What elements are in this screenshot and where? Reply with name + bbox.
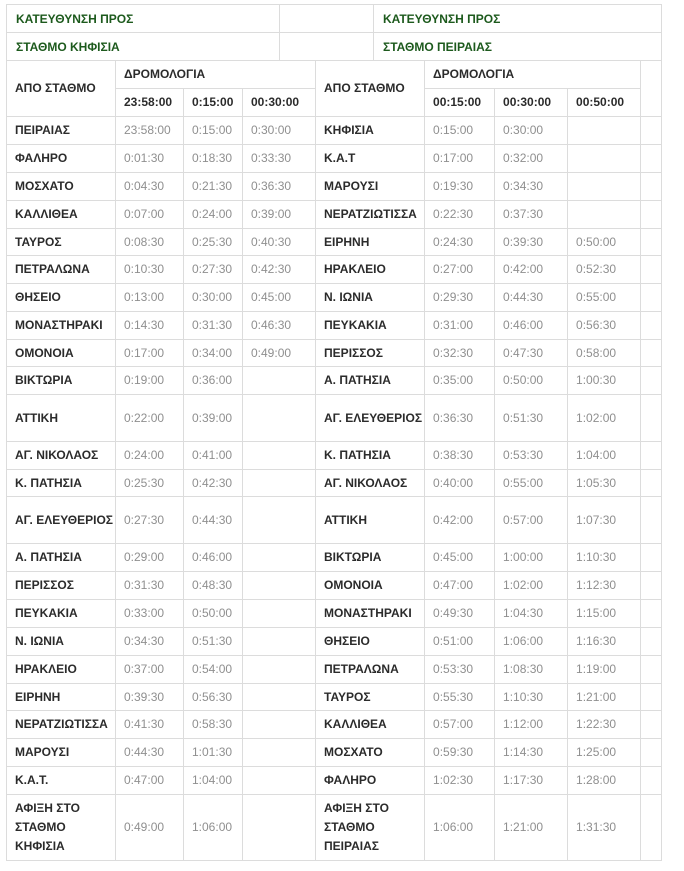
right-departure-time: 0:34:30 [495, 173, 568, 201]
right-station-name: ΑΦΙΞΗ ΣΤΟ ΣΤΑΘΜΟ ΠΕΙΡΑΙΑΣ [316, 795, 425, 861]
left-departure-time: 0:37:00 [116, 656, 184, 684]
left-station-name: ΘΗΣΕΙΟ [7, 284, 116, 312]
left-station-name: ΟΜΟΝΟΙΑ [7, 340, 116, 367]
right-departure-time: 1:00:00 [495, 544, 568, 572]
right-departure-time: 0:44:30 [495, 284, 568, 312]
right-departure-time: 0:53:30 [425, 656, 495, 684]
empty-cell [641, 61, 662, 117]
left-station-name: ΑΓ. ΝΙΚΟΛΑΟΣ [7, 442, 116, 470]
table-row [7, 284, 662, 312]
right-routes-header: ΔΡΟΜΟΛΟΓΙΑ [425, 61, 641, 89]
left-departure-time [243, 442, 316, 470]
left-departure-time: 0:31:30 [184, 312, 243, 340]
left-departure-time: 0:54:00 [184, 656, 243, 684]
right-departure-time: 0:50:00 [568, 229, 641, 256]
right-departure-time: 1:19:00 [568, 656, 641, 684]
right-station-name: Α. ΠΑΤΗΣΙΑ [316, 367, 425, 395]
right-departure-time: 1:10:30 [495, 684, 568, 711]
table-row [7, 795, 662, 861]
table-row [7, 367, 662, 395]
left-departure-time: 0:41:00 [184, 442, 243, 470]
right-departure-time [568, 117, 641, 145]
left-station-name: ΑΦΙΞΗ ΣΤΟ ΣΤΑΘΜΟ ΚΗΦΙΣΙΑ [7, 795, 116, 861]
empty-cell [641, 739, 662, 767]
left-departure-time: 0:56:30 [184, 684, 243, 711]
empty-cell [641, 600, 662, 628]
left-departure-time: 0:24:00 [116, 442, 184, 470]
left-departure-time: 0:39:00 [184, 395, 243, 442]
right-direction-label: ΚΑΤΕΥΘΥΝΣΗ ΠΡΟΣ [374, 5, 662, 33]
right-departure-time: 0:55:00 [495, 470, 568, 497]
left-departure-time: 0:41:30 [116, 711, 184, 739]
left-departure-time: 0:10:30 [116, 256, 184, 284]
table-row [7, 470, 662, 497]
right-departure-time: 1:08:30 [495, 656, 568, 684]
table-row [7, 711, 662, 739]
right-departure-time [568, 201, 641, 229]
header-spacer [280, 5, 374, 33]
right-station-name: ΠΕΤΡΑΛΩΝΑ [316, 656, 425, 684]
left-departure-time: 0:34:00 [184, 340, 243, 367]
left-station-name: ΠΕΡΙΣΣΟΣ [7, 572, 116, 600]
left-departure-time [243, 470, 316, 497]
table-row [7, 312, 662, 340]
left-station-name: Α. ΠΑΤΗΣΙΑ [7, 544, 116, 572]
left-departure-time: 0:31:30 [116, 572, 184, 600]
left-departure-time: 0:58:30 [184, 711, 243, 739]
left-departure-time [243, 497, 316, 544]
left-departure-time: 0:33:30 [243, 145, 316, 173]
left-station-name: ΜΟΣΧΑΤΟ [7, 173, 116, 201]
empty-cell [641, 684, 662, 711]
left-departure-time: 0:48:30 [184, 572, 243, 600]
right-departure-time: 0:47:00 [425, 572, 495, 600]
empty-cell [641, 117, 662, 145]
right-departure-time [568, 173, 641, 201]
left-departure-time: 0:01:30 [116, 145, 184, 173]
right-departure-time: 1:07:30 [568, 497, 641, 544]
left-departure-time: 0:34:30 [116, 628, 184, 656]
left-departure-time: 0:50:00 [184, 600, 243, 628]
right-departure-time: 0:27:00 [425, 256, 495, 284]
left-departure-time: 0:04:30 [116, 173, 184, 201]
right-station-name: ΑΓ. ΕΛΕΥΘΕΡΙΟΣ [316, 395, 425, 442]
table-row [7, 684, 662, 711]
right-departure-time: 0:49:30 [425, 600, 495, 628]
table-row [7, 544, 662, 572]
right-station-name: ΜΟΣΧΑΤΟ [316, 739, 425, 767]
left-departure-time: 1:04:00 [184, 767, 243, 795]
right-departure-time [568, 145, 641, 173]
left-departure-time [243, 767, 316, 795]
left-departure-time: 0:29:00 [116, 544, 184, 572]
left-departure-time: 0:51:30 [184, 628, 243, 656]
right-departure-time: 0:53:30 [495, 442, 568, 470]
table-row [7, 145, 662, 173]
empty-cell [641, 656, 662, 684]
left-departure-time: 0:21:30 [184, 173, 243, 201]
left-departure-time [243, 656, 316, 684]
right-departure-time: 0:42:00 [425, 497, 495, 544]
table-row [7, 767, 662, 795]
right-departure-time: 0:32:00 [495, 145, 568, 173]
left-station-name: ΠΕΥΚΑΚΙΑ [7, 600, 116, 628]
left-departure-time: 0:30:00 [243, 117, 316, 145]
left-station-name: Κ.Α.Τ. [7, 767, 116, 795]
left-departure-time: 0:46:30 [243, 312, 316, 340]
left-departure-time [243, 395, 316, 442]
right-departure-time: 1:14:30 [495, 739, 568, 767]
left-station-name: ΗΡΑΚΛΕΙΟ [7, 656, 116, 684]
empty-cell [641, 312, 662, 340]
left-departure-time: 0:42:30 [184, 470, 243, 497]
left-routes-header: ΔΡΟΜΟΛΟΓΙΑ [116, 61, 316, 89]
right-run-header: 00:30:00 [495, 89, 568, 117]
left-departure-time: 0:44:30 [116, 739, 184, 767]
table-row [7, 442, 662, 470]
right-departure-time: 0:15:00 [425, 117, 495, 145]
table-row [7, 117, 662, 145]
right-station-name: ΘΗΣΕΙΟ [316, 628, 425, 656]
left-departure-time: 0:08:30 [116, 229, 184, 256]
left-station-name: ΤΑΥΡΟΣ [7, 229, 116, 256]
left-station-name: ΠΕΙΡΑΙΑΣ [7, 117, 116, 145]
right-departure-time: 0:58:00 [568, 340, 641, 367]
left-departure-time [243, 600, 316, 628]
right-departure-time: 0:59:30 [425, 739, 495, 767]
right-departure-time: 1:00:30 [568, 367, 641, 395]
left-departure-time [243, 544, 316, 572]
left-station-name: ΠΕΤΡΑΛΩΝΑ [7, 256, 116, 284]
right-departure-time: 0:37:30 [495, 201, 568, 229]
empty-cell [641, 229, 662, 256]
left-station-name: ΑΓ. ΕΛΕΥΘΕΡΙΟΣ [7, 497, 116, 544]
table-row [7, 628, 662, 656]
left-departure-time: 0:44:30 [184, 497, 243, 544]
right-run-header: 00:15:00 [425, 89, 495, 117]
right-departure-time: 1:02:00 [568, 395, 641, 442]
right-departure-time: 0:32:30 [425, 340, 495, 367]
right-departure-time: 0:40:00 [425, 470, 495, 497]
right-station-name: ΒΙΚΤΩΡΙΑ [316, 544, 425, 572]
left-departure-time: 0:24:00 [184, 201, 243, 229]
empty-cell [641, 201, 662, 229]
empty-cell [641, 284, 662, 312]
table-row [7, 201, 662, 229]
left-run-header: 00:30:00 [243, 89, 316, 117]
left-station-name: ΜΟΝΑΣΤΗΡΑΚΙ [7, 312, 116, 340]
right-departure-time: 0:22:30 [425, 201, 495, 229]
table-row [7, 340, 662, 367]
table-row [7, 572, 662, 600]
left-station-name: Κ. ΠΑΤΗΣΙΑ [7, 470, 116, 497]
right-station-name: Ν. ΙΩΝΙΑ [316, 284, 425, 312]
left-departure-time: 0:07:00 [116, 201, 184, 229]
right-departure-time: 0:42:00 [495, 256, 568, 284]
left-run-header: 0:15:00 [184, 89, 243, 117]
right-station-name: Κ.Α.Τ [316, 145, 425, 173]
empty-cell [641, 173, 662, 201]
right-station-name: ΚΑΛΛΙΘΕΑ [316, 711, 425, 739]
left-departure-time: 0:36:30 [243, 173, 316, 201]
left-departure-time [243, 367, 316, 395]
right-departure-time: 1:25:00 [568, 739, 641, 767]
right-departure-time: 1:31:30 [568, 795, 641, 861]
table-row [7, 173, 662, 201]
left-direction-label: ΚΑΤΕΥΘΥΝΣΗ ΠΡΟΣ [7, 5, 280, 33]
empty-cell [641, 497, 662, 544]
left-departure-time: 0:36:00 [184, 367, 243, 395]
right-departure-time: 1:21:00 [495, 795, 568, 861]
right-departure-time: 0:19:30 [425, 173, 495, 201]
right-departure-time: 1:10:30 [568, 544, 641, 572]
right-departure-time: 1:28:00 [568, 767, 641, 795]
right-station-name: ΦΑΛΗΡΟ [316, 767, 425, 795]
left-departure-time: 0:13:00 [116, 284, 184, 312]
left-departure-time: 0:40:30 [243, 229, 316, 256]
right-from-station-header: ΑΠΟ ΣΤΑΘΜΟ [316, 61, 425, 117]
direction-header [6, 4, 662, 61]
right-station-name: ΝΕΡΑΤΖΙΩΤΙΣΣΑ [316, 201, 425, 229]
empty-cell [641, 256, 662, 284]
right-departure-time: 0:31:00 [425, 312, 495, 340]
right-departure-time: 1:02:00 [495, 572, 568, 600]
right-station-name: ΠΕΥΚΑΚΙΑ [316, 312, 425, 340]
header-spacer [280, 33, 374, 61]
right-departure-time: 1:04:30 [495, 600, 568, 628]
left-departure-time: 0:25:30 [184, 229, 243, 256]
right-departure-time: 1:12:00 [495, 711, 568, 739]
left-departure-time: 0:39:00 [243, 201, 316, 229]
empty-cell [641, 470, 662, 497]
left-departure-time: 0:19:00 [116, 367, 184, 395]
right-station-name: ΤΑΥΡΟΣ [316, 684, 425, 711]
empty-cell [641, 572, 662, 600]
empty-cell [641, 544, 662, 572]
right-departure-time: 0:38:30 [425, 442, 495, 470]
right-departure-time: 1:05:30 [568, 470, 641, 497]
empty-cell [641, 628, 662, 656]
left-departure-time: 0:27:30 [184, 256, 243, 284]
right-departure-time: 0:29:30 [425, 284, 495, 312]
left-departure-time [243, 711, 316, 739]
right-departure-time: 0:17:00 [425, 145, 495, 173]
left-departure-time: 1:06:00 [184, 795, 243, 861]
right-departure-time: 1:21:00 [568, 684, 641, 711]
left-departure-time [243, 628, 316, 656]
right-station-name: ΗΡΑΚΛΕΙΟ [316, 256, 425, 284]
right-station-name: ΟΜΟΝΟΙΑ [316, 572, 425, 600]
empty-cell [641, 340, 662, 367]
left-departure-time: 0:27:30 [116, 497, 184, 544]
left-departure-time [243, 684, 316, 711]
right-departure-time: 1:15:00 [568, 600, 641, 628]
right-departure-time: 0:30:00 [495, 117, 568, 145]
right-departure-time: 1:16:30 [568, 628, 641, 656]
left-departure-time: 0:39:30 [116, 684, 184, 711]
table-row [7, 256, 662, 284]
right-departure-time: 1:22:30 [568, 711, 641, 739]
schedule-body [7, 61, 662, 861]
right-departure-time: 0:52:30 [568, 256, 641, 284]
left-departure-time: 23:58:00 [116, 117, 184, 145]
right-departure-time: 1:04:00 [568, 442, 641, 470]
left-departure-time: 0:33:00 [116, 600, 184, 628]
right-departure-time: 0:56:30 [568, 312, 641, 340]
right-departure-time: 0:36:30 [425, 395, 495, 442]
left-departure-time: 0:18:30 [184, 145, 243, 173]
left-departure-time: 0:14:30 [116, 312, 184, 340]
empty-cell [641, 395, 662, 442]
right-station-name: Κ. ΠΑΤΗΣΙΑ [316, 442, 425, 470]
left-station-name: ΕΙΡΗΝΗ [7, 684, 116, 711]
right-departure-time: 0:45:00 [425, 544, 495, 572]
table-row [7, 229, 662, 256]
left-departure-time: 0:49:00 [116, 795, 184, 861]
right-departure-time: 0:57:00 [495, 497, 568, 544]
right-departure-time: 0:24:30 [425, 229, 495, 256]
left-departure-time: 0:46:00 [184, 544, 243, 572]
left-departure-time: 1:01:30 [184, 739, 243, 767]
right-departure-time: 0:50:00 [495, 367, 568, 395]
right-station-name: ΜΑΡΟΥΣΙ [316, 173, 425, 201]
table-row [7, 395, 662, 442]
right-station-name: ΕΙΡΗΝΗ [316, 229, 425, 256]
left-station-name: ΝΕΡΑΤΖΙΩΤΙΣΣΑ [7, 711, 116, 739]
left-departure-time [243, 572, 316, 600]
right-departure-time: 1:02:30 [425, 767, 495, 795]
right-station-name: ΑΓ. ΝΙΚΟΛΑΟΣ [316, 470, 425, 497]
empty-cell [641, 367, 662, 395]
left-departure-time: 0:22:00 [116, 395, 184, 442]
left-departure-time: 0:25:30 [116, 470, 184, 497]
left-station-name: ΦΑΛΗΡΟ [7, 145, 116, 173]
right-station-name: ΠΕΡΙΣΣΟΣ [316, 340, 425, 367]
left-departure-time [243, 795, 316, 861]
right-station-name: ΜΟΝΑΣΤΗΡΑΚΙ [316, 600, 425, 628]
right-station-name: ΚΗΦΙΣΙΑ [316, 117, 425, 145]
right-departure-time: 0:55:30 [425, 684, 495, 711]
left-station-name: ΑΤΤΙΚΗ [7, 395, 116, 442]
right-departure-time: 1:17:30 [495, 767, 568, 795]
table-row [7, 497, 662, 544]
right-departure-time: 1:06:00 [495, 628, 568, 656]
right-departure-time: 1:12:30 [568, 572, 641, 600]
right-departure-time: 0:47:30 [495, 340, 568, 367]
right-run-header: 00:50:00 [568, 89, 641, 117]
left-departure-time: 0:42:30 [243, 256, 316, 284]
left-departure-time: 0:45:00 [243, 284, 316, 312]
right-station-label: ΣΤΑΘΜΟ ΠΕΙΡΑΙΑΣ [374, 33, 662, 61]
table-row [7, 739, 662, 767]
left-station-name: Ν. ΙΩΝΙΑ [7, 628, 116, 656]
left-departure-time: 0:49:00 [243, 340, 316, 367]
empty-cell [641, 711, 662, 739]
right-station-name: ΑΤΤΙΚΗ [316, 497, 425, 544]
right-departure-time: 0:46:00 [495, 312, 568, 340]
left-departure-time: 0:15:00 [184, 117, 243, 145]
empty-cell [641, 145, 662, 173]
empty-cell [641, 795, 662, 861]
right-departure-time: 0:35:00 [425, 367, 495, 395]
empty-cell [641, 767, 662, 795]
table-row [7, 600, 662, 628]
left-station-label: ΣΤΑΘΜΟ ΚΗΦΙΣΙΑ [7, 33, 280, 61]
schedule-table [6, 60, 662, 861]
left-departure-time: 0:17:00 [116, 340, 184, 367]
right-departure-time: 0:57:00 [425, 711, 495, 739]
right-departure-time: 0:55:00 [568, 284, 641, 312]
left-from-station-header: ΑΠΟ ΣΤΑΘΜΟ [7, 61, 116, 117]
right-departure-time: 1:06:00 [425, 795, 495, 861]
right-departure-time: 0:51:00 [425, 628, 495, 656]
empty-cell [641, 442, 662, 470]
left-station-name: ΒΙΚΤΩΡΙΑ [7, 367, 116, 395]
table-row [7, 656, 662, 684]
left-departure-time: 0:47:00 [116, 767, 184, 795]
left-station-name: ΚΑΛΛΙΘΕΑ [7, 201, 116, 229]
left-departure-time [243, 739, 316, 767]
left-departure-time: 0:30:00 [184, 284, 243, 312]
right-departure-time: 0:39:30 [495, 229, 568, 256]
right-departure-time: 0:51:30 [495, 395, 568, 442]
left-run-header: 23:58:00 [116, 89, 184, 117]
left-station-name: ΜΑΡΟΥΣΙ [7, 739, 116, 767]
